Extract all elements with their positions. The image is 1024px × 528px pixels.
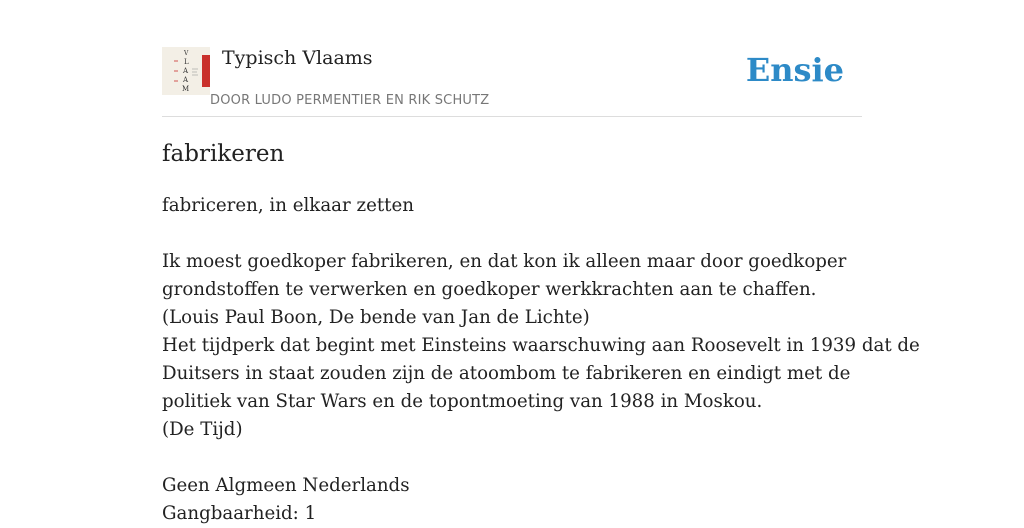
ensie-logo[interactable]: Ensie [745, 51, 844, 89]
usage-note: Geen Algmeen Nederlands [162, 475, 410, 496]
entry-definition [162, 192, 920, 528]
svg-text:M: M [182, 85, 190, 93]
blank-line [162, 220, 862, 248]
svg-text:L: L [184, 58, 189, 66]
example-source: (Louis Paul Boon, De bende van Jan de Lichte) [162, 307, 590, 328]
example-line: Duitsers in staat zouden zijn de atoombom te fabrikeren en eindigt met de [162, 363, 851, 384]
book-title[interactable]: Typisch Vlaams [222, 47, 373, 69]
book-cover-icon[interactable] [162, 47, 210, 95]
example-line: grondstoffen te verwerken en goedkoper werkkrachten aan te chaffen. [162, 279, 817, 300]
svg-text:A: A [183, 67, 189, 75]
entry-term: fabrikeren [162, 141, 285, 167]
example-line: politiek van Star Wars en de topontmoeting van 1988 in Moskou. [162, 391, 763, 412]
svg-text:A: A [183, 76, 189, 84]
example-line: Het tijdperk dat begint met Einsteins waarschuwing aan Roosevelt in 1939 dat de [162, 335, 920, 356]
authors-byline: DOOR LUDO PERMENTIER EN RIK SCHUTZ [210, 93, 490, 108]
header [162, 46, 862, 117]
frequency-note: Gangbaarheid: 1 [162, 503, 317, 524]
definition-line: fabriceren, in elkaar zetten [162, 195, 414, 216]
blank-line [162, 444, 862, 472]
svg-text:V: V [184, 50, 189, 57]
example-source: (De Tijd) [162, 419, 243, 440]
example-line: Ik moest goedkoper fabrikeren, en dat kon ik alleen maar door goedkoper [162, 251, 847, 272]
